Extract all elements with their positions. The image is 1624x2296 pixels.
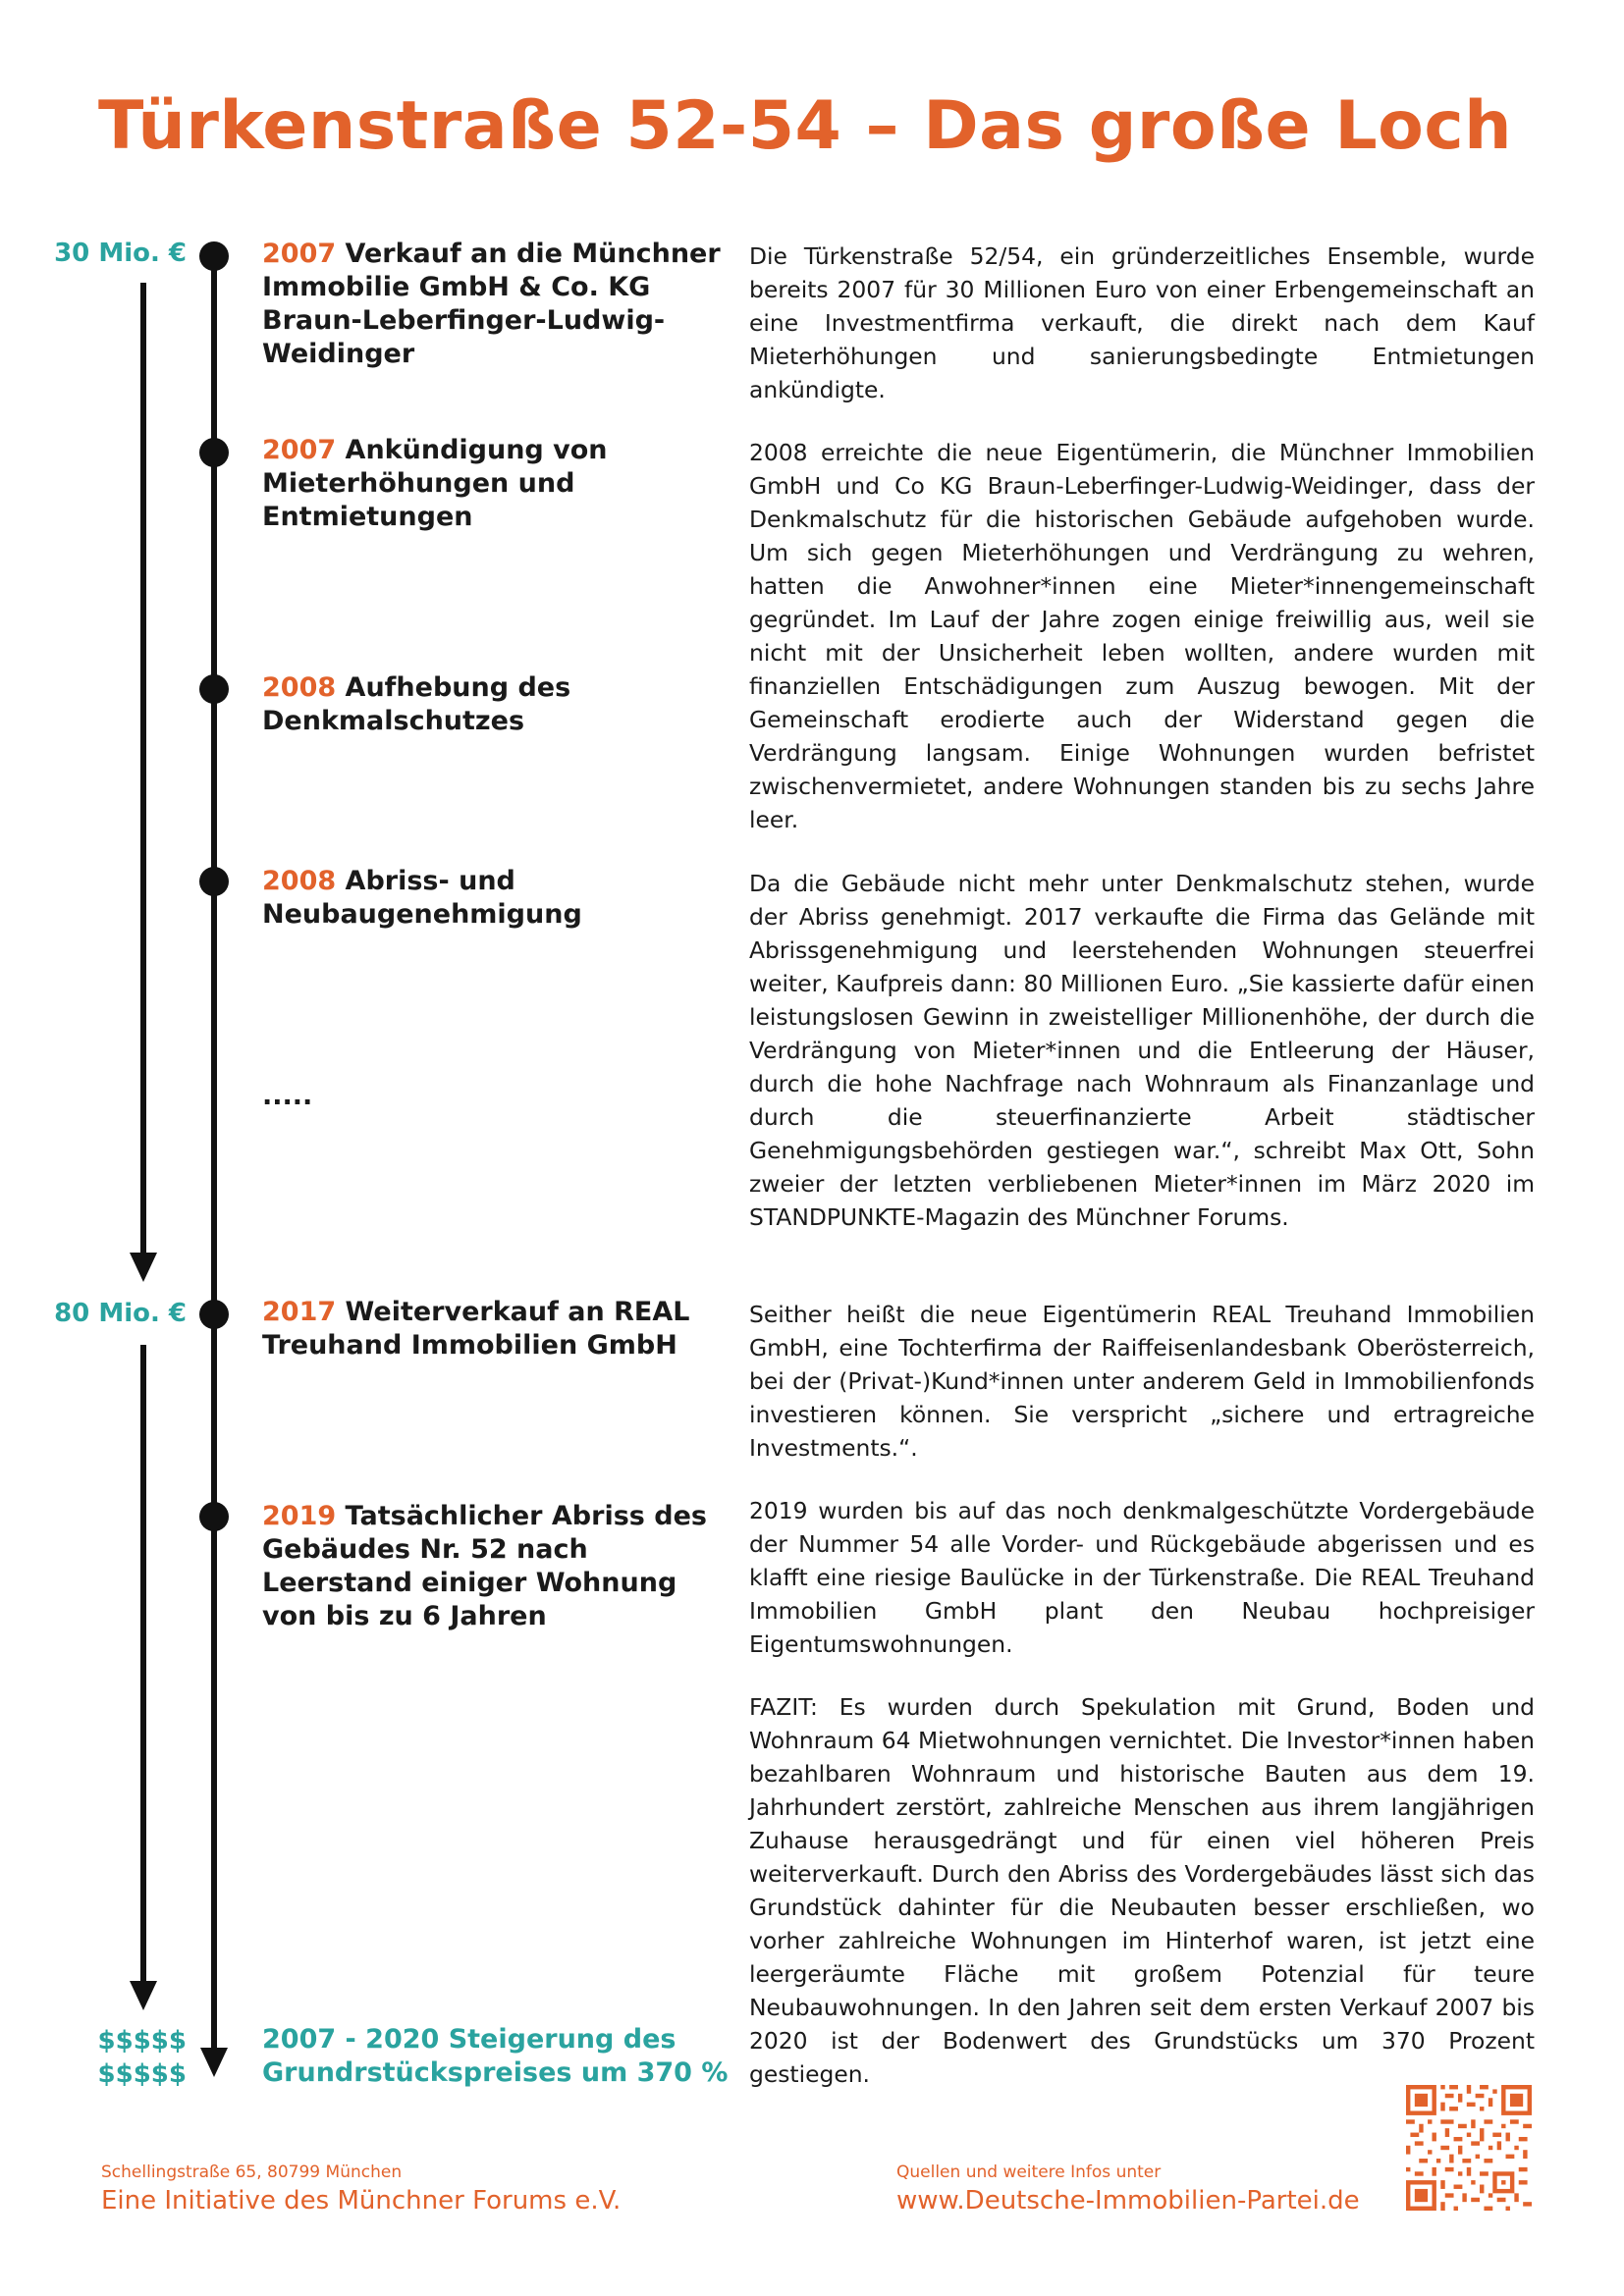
- qr-code-icon[interactable]: [1406, 2085, 1532, 2211]
- paragraph: 2008 erreichte die neue Eigentümerin, die Münchner Immobilien GmbH und Co KG Braun-Leberfinger-Ludwig-Weidinger, dass der Denkmalschutz für die historischen Gebäude aufgehoben wurde. Um sich gegen Mieterhöhungen und Verdrängung zu wehren, hatten die Anwohner*innen eine Mieter*innengemeinschaft gegründet. Im Lauf der Jahre zogen einige freiwillig aus, weil sie nicht mit der Unsicherheit leben wollten, andere wurden mit finanziellen Entschädigungen zum Auszug bewogen. Mit der Gemeinschaft erodierte auch der Widerstand gegen die Verdrängung langsam. Einige Wohnungen wurden befristet zwischenvermietet, andere Wohnungen standen bis zu sechs Jahre leer.: [749, 439, 1535, 833]
- timeline-dot-2008-permit: [199, 867, 229, 896]
- paragraph: Die Türkenstraße 52/54, ein gründerzeitliches Ensemble, wurde bereits 2007 für 30 Millionen Euro von einer Erbengemeinschaft an eine Investmentfirma verkauft, die direkt nach dem Kauf Mieterhöhungen und sanierungsbedingte Entmietungen ankündigte.: [749, 242, 1535, 403]
- price-arrow-2: [126, 1345, 161, 2012]
- footer-initiative: Eine Initiative des Münchner Forums e.V.: [101, 2186, 622, 2216]
- timeline-dot-2017-resale: [199, 1300, 229, 1329]
- event-year: 2008: [262, 866, 337, 896]
- timeline-summary: 2007 - 2020 Steigerung des Grundrstückspreises um 370 %: [262, 2024, 729, 2088]
- event-year: 2008: [262, 672, 337, 703]
- timeline-ellipsis: .....: [262, 1081, 313, 1111]
- timeline-event: [262, 1500, 724, 1633]
- timeline-dot-2007-announcement: [199, 438, 229, 467]
- footer-address: Schellingstraße 65, 80799 München: [101, 2163, 403, 2182]
- event-text: Tatsächlicher Abriss des Gebäudes Nr. 52 nach Leerstand einiger Wohnung von bis zu 6 Jahren: [262, 1501, 707, 1631]
- event-text: Aufhebung des Denkmalschutzes: [262, 672, 571, 736]
- timeline-event: [262, 238, 724, 371]
- event-year: 2017: [262, 1297, 337, 1327]
- dollar-line-1: $$$$$: [97, 2026, 187, 2056]
- arrow-head-icon: [130, 1253, 157, 1282]
- timeline-arrow-head-icon: [200, 2048, 228, 2077]
- timeline-event: [262, 1296, 724, 1362]
- timeline-event: [262, 865, 724, 932]
- dollar-line-2: $$$$$: [97, 2059, 187, 2089]
- timeline-event: [262, 434, 724, 534]
- footer-sources-label: Quellen und weitere Infos unter: [896, 2163, 1162, 2182]
- page-title: Türkenstraße 52-54 – Das große Loch: [98, 87, 1513, 165]
- paragraph: Da die Gebäude nicht mehr unter Denkmalschutz stehen, wurde der Abriss genehmigt. 2017 verkaufte die Firma das Gelände mit Abrissgenehmigung und leerstehenden Wohnungen steuerfrei weiter, Kaufpreis dann: 80 Millionen Euro. „Sie kassierte dafür einen leistungslosen Gewinn in zweistelliger Millionenhöhe, der durch die Verdrängung von Mieter*innen und die Entleerung der Häuser, durch die hohe Nachfrage nach Wohnraum als Finanzanlage und durch die steuerfinanzierte Arbeit städtischer Genehmigungsbehörden gestiegen war.“, schreibt Max Ott, Sohn zweier der letzten verbliebenen Mieter*innen im März 2020 im STANDPUNKTE-Magazin des Münchner Forums.: [749, 870, 1535, 1231]
- paragraph: FAZIT: Es wurden durch Spekulation mit Grund, Boden und Wohnraum 64 Mietwohnungen vernichtet. Die Investor*innen haben bezahlbaren Wohnraum und historische Bauten aus dem 19. Jahrhundert zerstört, zahlreiche Menschen aus ihrem langjährigen Zuhause herausgedrängt und für einen viel höheren Preis weiterverkauft. Durch den Abriss des Vordergebäudes lässt sich das Grundstück dahinter für die Neubauten besser erschließen, wo vorher zahlreiche Wohnungen im Hinterhof waren, ist jetzt eine leergeräumte Fläche mit großem Potenzial für teure Neubauwohnungen. In den Jahren seit dem ersten Verkauf 2007 bis 2020 ist der Bodenwert des Grundstücks um 370 Prozent gestiegen.: [749, 1693, 1535, 2088]
- timeline-dot-2019-demolition: [199, 1502, 229, 1531]
- event-text: Weiterverkauf an REAL Treuhand Immobilien GmbH: [262, 1297, 690, 1361]
- timeline-arrow: [196, 253, 232, 2079]
- price-label-30-mio: 30 Mio. €: [54, 239, 187, 268]
- event-text: Ankündigung von Mieterhöhungen und Entmietungen: [262, 435, 608, 532]
- event-year: 2019: [262, 1501, 337, 1531]
- dollar-signs: [10, 2024, 187, 2091]
- timeline-event: [262, 671, 724, 738]
- timeline-dot-2008-heritage: [199, 674, 229, 704]
- event-text: Abriss- und Neubaugenehmigung: [262, 866, 582, 930]
- paragraph: Seither heißt die neue Eigentümerin REAL Treuhand Immobilien GmbH, eine Tochterfirma der Raiffeisenlandesbank Oberösterreich, bei der (Privat-)Kund*innen unter anderem Geld in Immobilienfonds investieren können. Sie verspricht „sichere und ertragreiche Investments.“.: [749, 1301, 1535, 1462]
- paragraph: 2019 wurden bis auf das noch denkmalgeschützte Vordergebäude der Nummer 54 alle Vorder- und Rückgebäude abgerissen und es klafft eine riesige Baulücke in der Türkenstraße. Die REAL Treuhand Immobilien GmbH plant den Neubau hochpreisiger Eigentumswohnungen.: [749, 1497, 1535, 1658]
- event-text: Verkauf an die Münchner Immobilie GmbH & Co. KG Braun-Leberfinger-Ludwig-Weidinger: [262, 239, 721, 369]
- event-year: 2007: [262, 435, 337, 465]
- event-year: 2007: [262, 239, 337, 269]
- price-label-80-mio: 80 Mio. €: [54, 1299, 187, 1328]
- arrow-head-icon: [130, 1981, 157, 2010]
- footer-url-link[interactable]: www.Deutsche-Immobilien-Partei.de: [896, 2186, 1360, 2216]
- price-arrow-1: [126, 283, 161, 1284]
- timeline-dot-2007-sale: [199, 241, 229, 271]
